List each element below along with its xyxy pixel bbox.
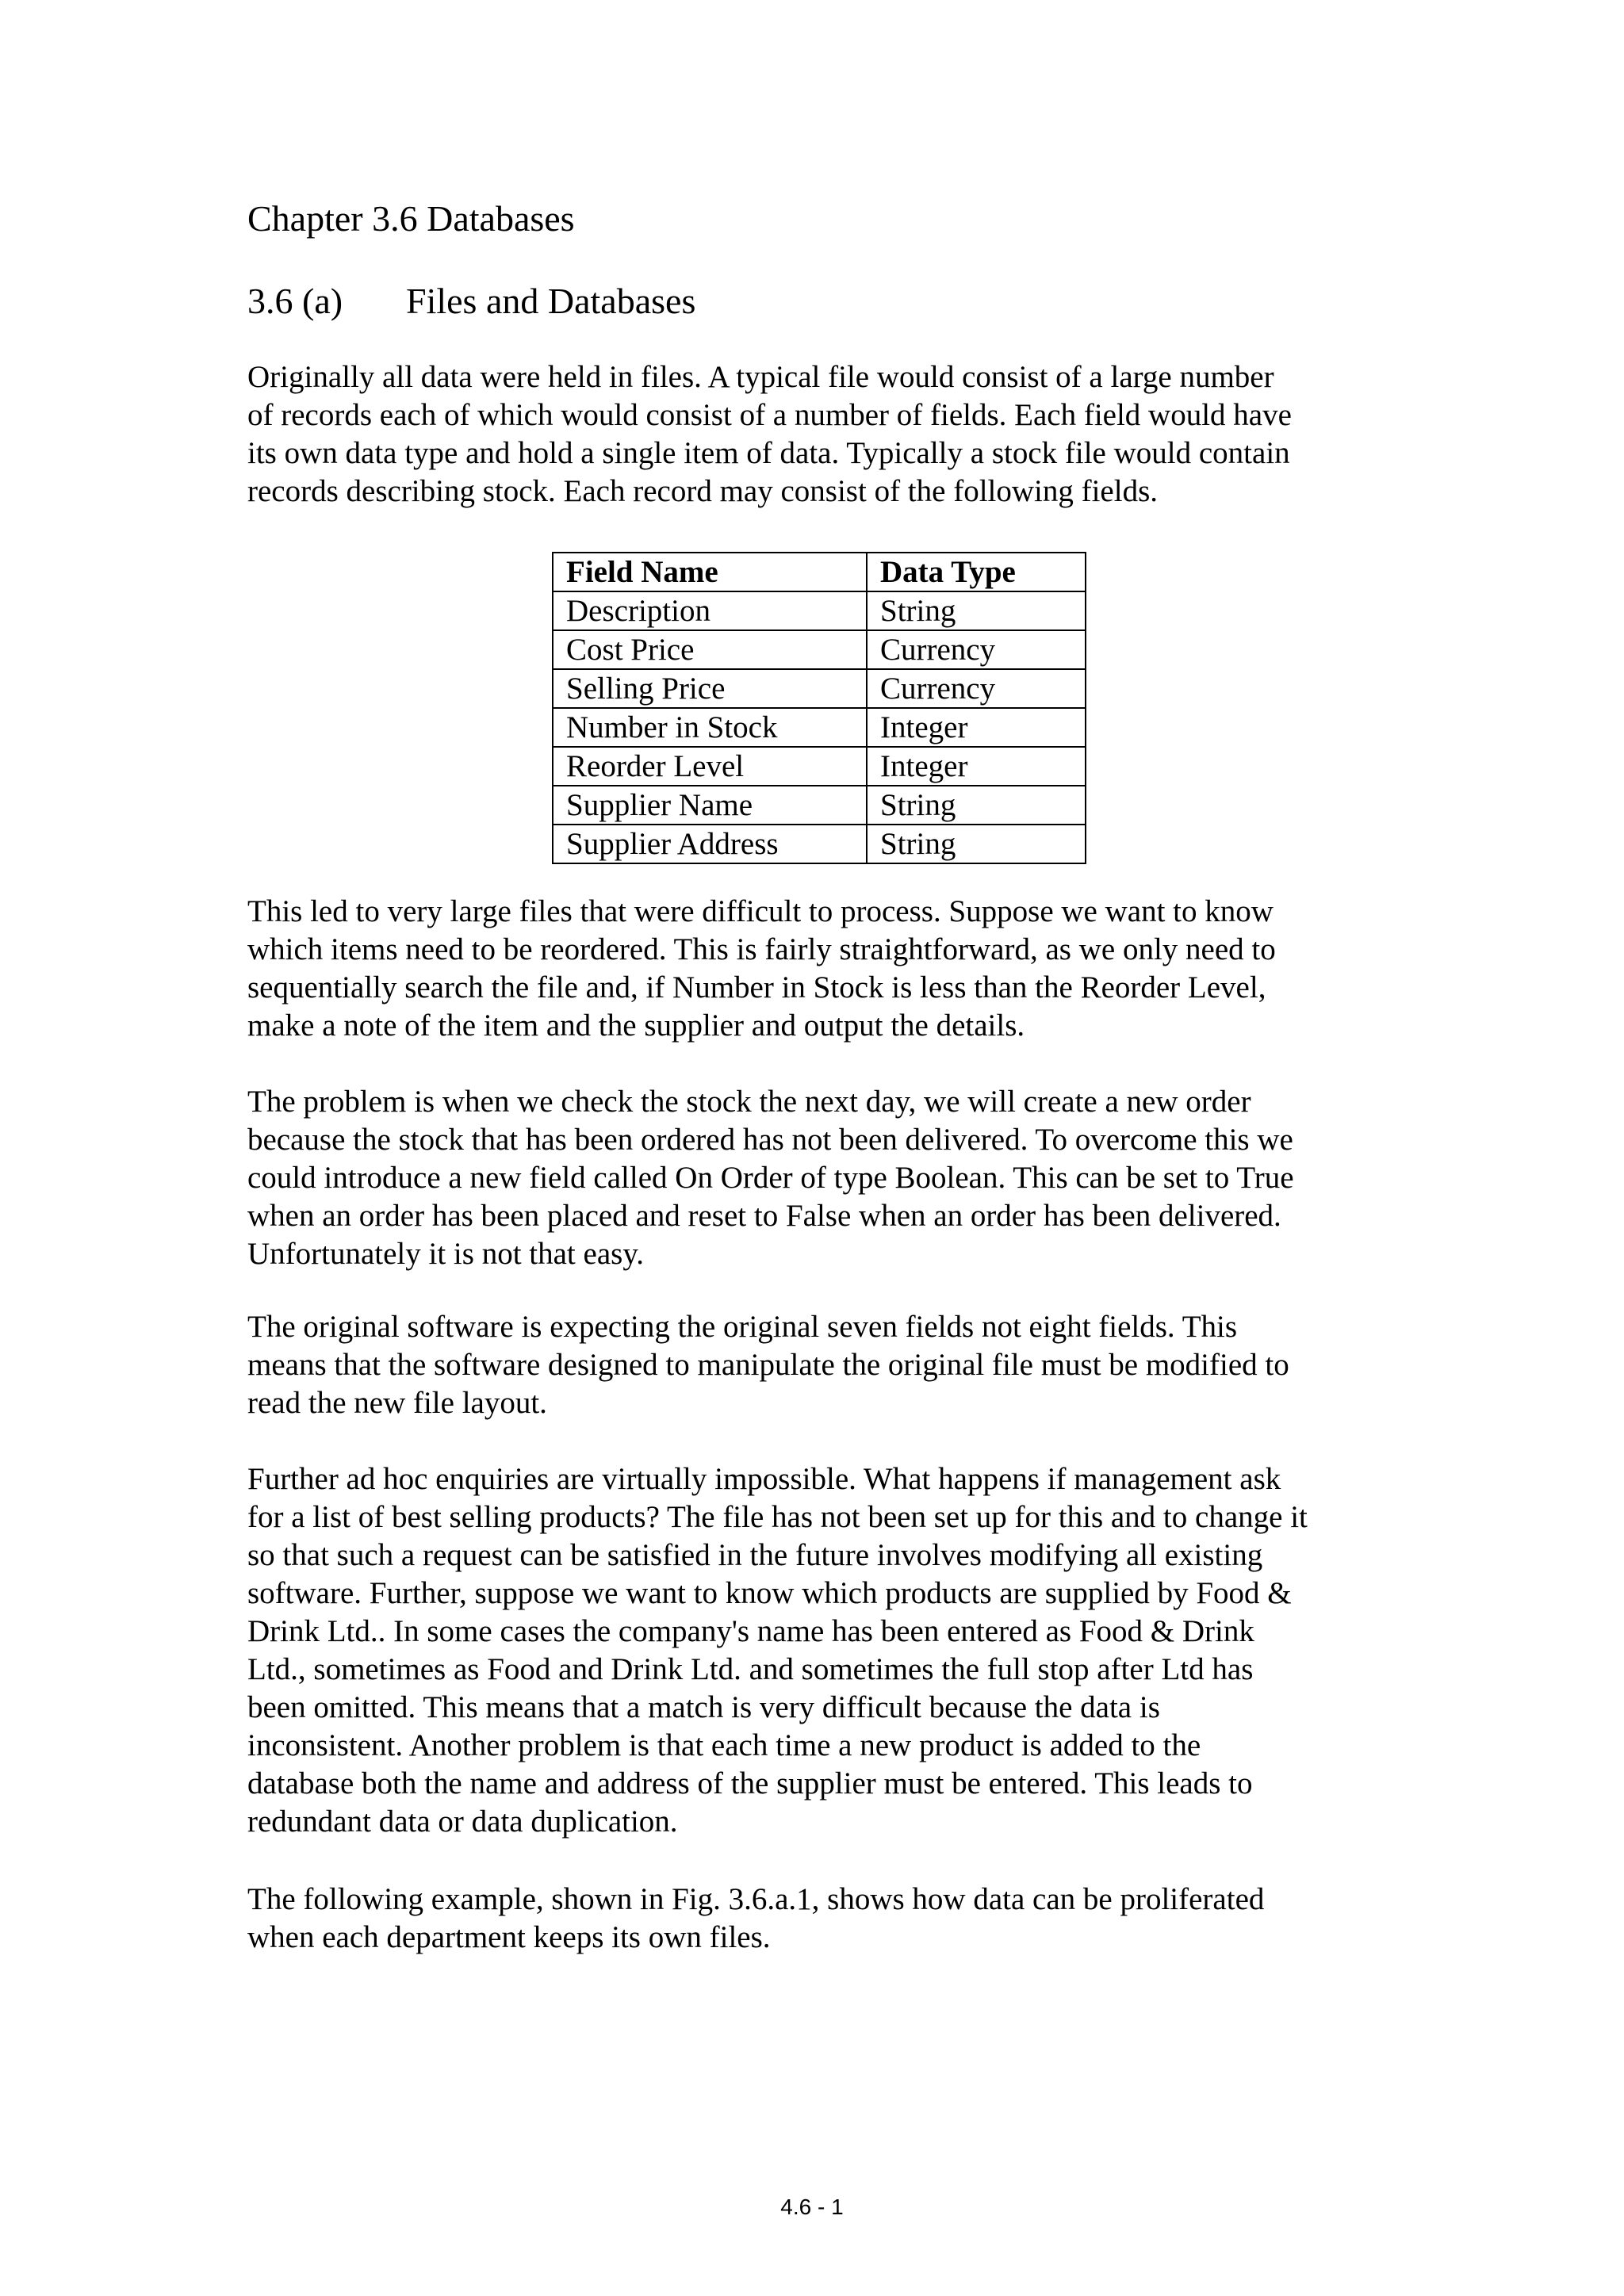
paragraph-line: The following example, shown in Fig. 3.6.a.1, shows how data can be proliferated: [247, 1882, 1265, 1916]
field-name-cell: Number in Stock: [553, 708, 867, 747]
data-type-cell: String: [867, 591, 1086, 630]
paragraph-line: This led to very large files that were difficult to process. Suppose we want to know: [247, 894, 1274, 928]
paragraph-problem: [247, 1083, 1389, 1273]
chapter-title: Chapter 3.6 Databases: [247, 198, 575, 239]
table-row: [553, 708, 1086, 747]
data-type-cell: String: [867, 825, 1086, 863]
paragraph-line: so that such a request can be satisfied in the future involves modifying all existing: [247, 1538, 1263, 1572]
paragraph-line: when each department keeps its own files.: [247, 1920, 771, 1954]
paragraph-line: records describing stock. Each record may consist of the following fields.: [247, 474, 1159, 508]
field-name-cell: Reorder Level: [553, 747, 867, 786]
paragraph-large-files: [247, 893, 1389, 1045]
section-number: 3.6 (a): [247, 281, 343, 321]
paragraph-following-example: [247, 1881, 1389, 1957]
column-header: Field Name: [553, 553, 867, 591]
paragraph-line: Ltd., sometimes as Food and Drink Ltd. and sometimes the full stop after Ltd has: [247, 1652, 1254, 1686]
data-type-cell: Currency: [867, 630, 1086, 669]
paragraph-line: when an order has been placed and reset to False when an order has been delivered.: [247, 1199, 1281, 1233]
paragraph-line: The problem is when we check the stock the next day, we will create a new order: [247, 1085, 1251, 1119]
section-heading: [247, 279, 695, 323]
paragraph-line: software. Further, suppose we want to know which products are supplied by Food &: [247, 1576, 1292, 1610]
section-title: Files and Databases: [406, 281, 696, 321]
paragraph-line: of records each of which would consist of a number of fields. Each field would have: [247, 398, 1292, 432]
paragraph-line: Further ad hoc enquiries are virtually impossible. What happens if management ask: [247, 1462, 1281, 1496]
data-type-cell: String: [867, 786, 1086, 825]
data-type-cell: Currency: [867, 669, 1086, 708]
paragraph-line: for a list of best selling products? The file has not been set up for this and to change it: [247, 1500, 1308, 1534]
data-type-cell: Integer: [867, 708, 1086, 747]
paragraph-original-software: [247, 1308, 1389, 1422]
paragraph-line: Unfortunately it is not that easy.: [247, 1237, 645, 1271]
field-name-cell: Description: [553, 591, 867, 630]
table-row: [553, 786, 1086, 825]
page-number: 4.6 - 1: [780, 2195, 844, 2219]
paragraph-line: its own data type and hold a single item of data. Typically a stock file would contain: [247, 436, 1290, 470]
column-header: Data Type: [867, 553, 1086, 591]
paragraph-ad-hoc: [247, 1460, 1389, 1841]
paragraph-line: database both the name and address of the supplier must be entered. This leads to: [247, 1766, 1253, 1800]
fields-table: [552, 552, 1086, 864]
field-name-cell: Supplier Name: [553, 786, 867, 825]
paragraph-line: sequentially search the file and, if Number in Stock is less than the Reorder Level,: [247, 970, 1266, 1004]
table-header-row: [553, 553, 1086, 591]
paragraph-line: which items need to be reordered. This is fairly straightforward, as we only need to: [247, 932, 1276, 966]
paragraph-line: means that the software designed to manipulate the original file must be modified to: [247, 1348, 1289, 1382]
paragraph-line: inconsistent. Another problem is that each time a new product is added to the: [247, 1728, 1201, 1762]
paragraph-line: redundant data or data duplication.: [247, 1804, 678, 1839]
paragraph-line: The original software is expecting the original seven fields not eight fields. This: [247, 1310, 1238, 1344]
field-name-cell: Supplier Address: [553, 825, 867, 863]
paragraph-line: read the new file layout.: [247, 1386, 547, 1420]
field-name-cell: Selling Price: [553, 669, 867, 708]
paragraph-line: been omitted. This means that a match is very difficult because the data is: [247, 1690, 1160, 1724]
table-row: [553, 669, 1086, 708]
paragraph-line: because the stock that has been ordered has not been delivered. To overcome this we: [247, 1123, 1293, 1157]
paragraph-intro: [247, 358, 1389, 511]
paragraph-line: could introduce a new field called On Order of type Boolean. This can be set to True: [247, 1161, 1294, 1195]
paragraph-line: Drink Ltd.. In some cases the company's name has been entered as Food & Drink: [247, 1614, 1254, 1648]
table-row: [553, 591, 1086, 630]
paragraph-line: make a note of the item and the supplier and output the details.: [247, 1008, 1025, 1043]
table-row: [553, 825, 1086, 863]
paragraph-line: Originally all data were held in files. A typical file would consist of a large number: [247, 360, 1274, 394]
table-row: [553, 747, 1086, 786]
field-name-cell: Cost Price: [553, 630, 867, 669]
data-type-cell: Integer: [867, 747, 1086, 786]
table-row: [553, 630, 1086, 669]
